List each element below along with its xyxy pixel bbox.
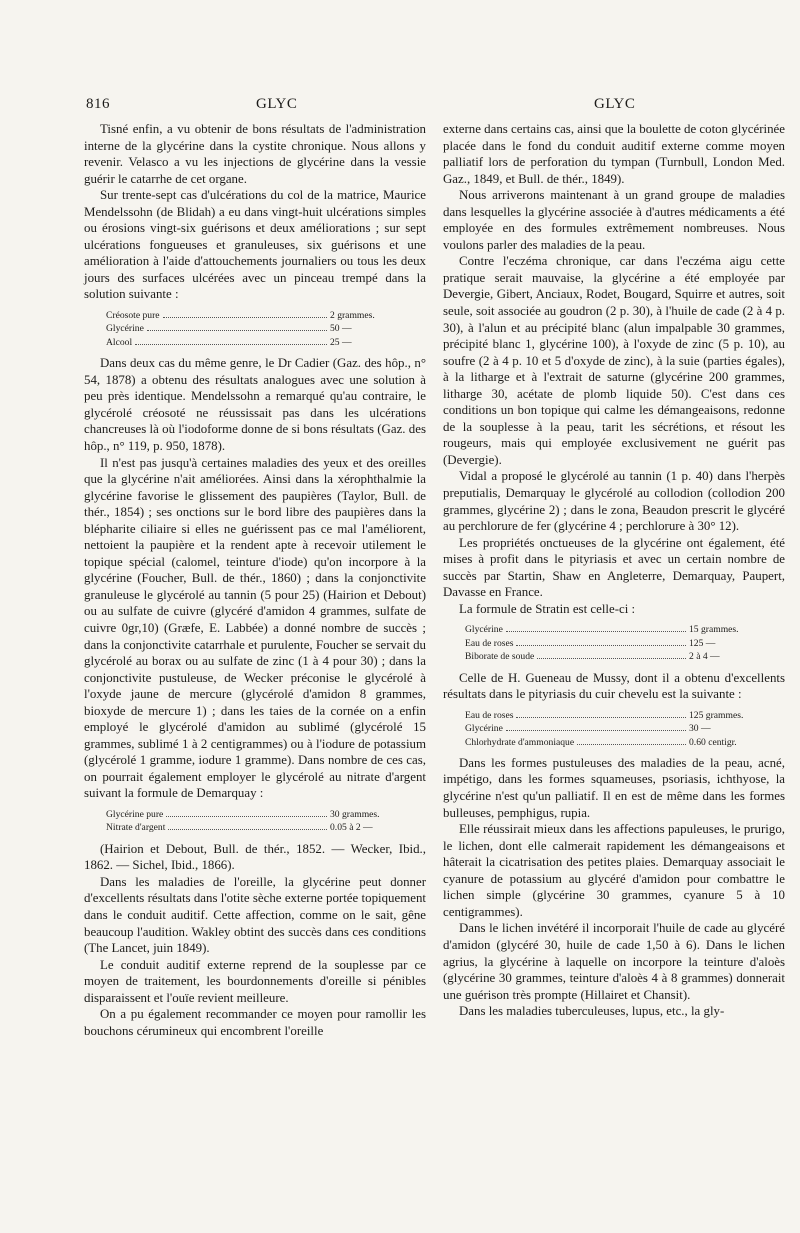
paragraph: On a pu également recommander ce moyen pour ramollir les bouchons cérumineux qui encombrent l'oreille: [84, 1007, 426, 1038]
prescription-gueneau: [465, 709, 785, 749]
page-number: 816: [86, 96, 110, 112]
prescription-creosote: [106, 309, 426, 349]
paragraph: (Hairion et Debout, Bull. de thér., 1852. — Wecker, Ibid., 1862. — Sichel, Ibid., 1866).: [84, 841, 426, 873]
paragraph: Contre l'eczéma chronique, car dans l'eczéma aigu cette pratique serait mauvaise, la glycérine a été employée par Devergie, Gibert, Anciaux, Rodet, Bougard, Squirre et autres, soit seule, soit associée au goudron (2 p. 30), à l'huile de cade (2 à 4 p. 30), à l'alun et au précipité blanc (alun impalpable 30 grammes, précipité blanc 1, glycérine 100), à l'oxyde de zinc (5 p. 10), au soufre (2 à 4 p. 10 et 5 d'oxyde de zinc), à la suie (parties égales), à la litharge et à l'extrait de saturne (glycérine 200 grammes, litharge 30, acétate de plomb liquide 50). C'est dans ces conditions un bon topique qui calme les démangeaisons, redonne de la souplesse à la peau, tarit les sécrétions, et résout les rougeurs, mais qui employée exclusivement ne guérit pas (Devergie).: [443, 254, 785, 467]
paragraph: Sur trente-sept cas d'ulcérations du col de la matrice, Maurice Mendelssohn (de Blidah) a eu dans vingt-huit ulcérations simples ou érosions vingt-six guérisons et deux améliorations ; sur sept ulcérations fongueuses et granuleuses, six guérisons et une amélioration à l'aide d'attouchements journaliers ou tous les deux jours des surfaces ulcérées avec un pinceau trempé dans la solution suivante :: [84, 188, 426, 302]
header-title-left: GLYC: [256, 96, 298, 112]
paragraph: Nous arriverons maintenant à un grand groupe de maladies dans lesquelles la glycérine associée à d'autres médicaments a été employée en des formules extrêmement nombreuses. Nous voulons parler des maladies de la peau.: [443, 188, 785, 252]
paragraph: Dans les maladies tuberculeuses, lupus, etc., la gly-: [459, 1004, 725, 1019]
paragraph: Tisné enfin, a vu obtenir de bons résultats de l'administration interne de la glycérine dans la cystite chronique. Nous allons y revenir. Velasco a vu les injections de glycérine dans la vessie guérir le catarrhe de cet organe.: [84, 122, 426, 186]
paragraph: Il n'est pas jusqu'à certaines maladies des yeux et des oreilles que la glycérine n'ait améliorées. Ainsi dans la xérophthalmie la glycérine favorise le glissement des paupières (Taylor, Bull. de thér., 1854) ; ses onctions sur le bord libre des paupières dans la blépharite ciliaire si elles ne guérissent pas ce mal l'améliorent, nettoient la paupière et la rendent apte à recevoir utilement le topique spécial (calomel, teinture d'iode) qu'on incorpore à la glycérine (Foucher, Bull. de thér., 1860) ; dans la conjonctivite granuleuse le glycérolé au tannin (5 pour 25) (Hairion et Debout) ou au sulfate de cuivre (glycéré d'amidon 4 grammes, sulfate de cuivre 0gr,10) (Græfe, E. Labbée) a donné nombre de succès ; dans la conjonctivite catarrhale et purulente, Foucher se servait du glycérolé au borax ou au sulfate de zinc (1 à 4 pour 30) ; dans la conjonctivite pustuleuse, de Wecker préconise le glycérolé à l'oxyde jaune de mercure (glycérolé d'amidon 8 grammes, bioxyde de mercure 1) ; dans les taies de la cornée on a enfin employé le glycérolé d'amidon au sublimé (glycérolé 15 grammes, sublimé 1 à 2 centigrammes) ou à l'iodure de potassium (glycérolé 1 gramme, iodure 1 gramme). Dans nombre de ces cas, on pourrait également employer le glycérolé au nitrate d'argent suivant la formule de Demarquay :: [84, 455, 426, 801]
right-column: [443, 121, 785, 1020]
prescription-line: Glycérine pure 30 grammes.: [106, 809, 380, 820]
header-title-right: GLYC: [594, 96, 636, 112]
prescription-line: Glycérine 30 —: [465, 723, 711, 735]
prescription-line: Créosote pure 2 grammes.: [106, 310, 375, 322]
paragraph: La formule de Stratin est celle-ci :: [459, 601, 636, 616]
prescription-line: Eau de roses 125 —: [465, 637, 716, 649]
paragraph: Les propriétés onctueuses de la glycérine ont également, été mises à profit dans le pityriasis et avec un certain nombre de succès par Startin, Shaw en Angleterre, Demarquay, Paupert, Davasse en France.: [443, 535, 785, 600]
running-header: [0, 96, 800, 118]
prescription-line: Eau de roses 125 grammes.: [465, 709, 744, 721]
prescription-stratin: [465, 623, 785, 663]
paragraph: Le conduit auditif externe reprend de la souplesse par ce moyen de traitement, les bourdonnements d'oreille si pénibles disparaissent et l'ouïe revient meilleure.: [84, 957, 426, 1005]
prescription-line: Glycérine 15 grammes.: [465, 624, 739, 636]
left-column: [84, 121, 426, 1039]
paragraph: Vidal a proposé le glycérolé au tannin (1 p. 40) dans l'herpès preputialis, Demarquay le glycérolé au collodion (collodion 200 grammes, glycérine 2) ; dans le zona, Beaudon prescrit le glycéré au perchlorure de fer (glycérine 4 ; perchlorure à 30° 12).: [443, 469, 785, 534]
paragraph: Dans les maladies de l'oreille, la glycérine peut donner d'excellents résultats dans l'otite sèche externe portée topiquement dans le conduit auditif. Cette affection, comme on le sait, gêne beaucoup l'audition. Wakley obtint des succès dans ces conditions (The Lancet, juin 1849).: [84, 874, 426, 956]
paragraph: externe dans certains cas, ainsi que la boulette de coton glycérinée placée dans le fond du conduit auditif externe comme moyen palliatif lors de perforation du tympan (Turnbull, London Med. Gaz., 1849, et Bull. de thér., 1849).: [443, 122, 785, 186]
prescription-line: Nitrate d'argent 0.05 à 2 —: [106, 822, 373, 834]
prescription-nitrate: [106, 808, 426, 835]
paragraph: Dans le lichen invétéré il incorporait l'huile de cade au glycéré d'amidon (glycéré 30, huile de cade 1,50 à 6). Dans le lichen agrius, la glycérine à laquelle on incorpore la teinture d'aloès (glycérine 30 grammes, teinture d'aloès 4 à 8 grammes) donnerait une guérison très prompte (Hillairet et Chansit).: [443, 921, 785, 1002]
paragraph: Dans les formes pustuleuses des maladies de la peau, acné, impétigo, dans les formes squameuses, psoriasis, ichthyose, la glycérine n'est qu'un palliatif. Il en est de même dans les formes bulleuses, pemphigus, rupia.: [443, 755, 785, 820]
paragraph: Celle de H. Gueneau de Mussy, dont il a obtenu d'excellents résultats dans le pityriasis du cuir chevelu est la suivante :: [443, 670, 785, 702]
prescription-line: Alcool 25 —: [106, 336, 352, 348]
prescription-line: Biborate de soude 2 à 4 —: [465, 651, 720, 663]
prescription-line: Glycérine 50 —: [106, 323, 352, 335]
prescription-line: Chlorhydrate d'ammoniaque 0.60 centigr.: [465, 736, 737, 748]
paragraph: Dans deux cas du même genre, le Dr Cadier (Gaz. des hôp., n° 54, 1878) a obtenu des résultats analogues avec une solution à peu près identique. Mendelssohn a remarqué qu'au contraire, le glycérolé créosoté ne réussissait pas dans les ulcérations chancreuses là où l'iodoforme donne de si bons résultats (Gaz. des hôp., n° 119, p. 950, 1878).: [84, 356, 426, 453]
paragraph: Elle réussirait mieux dans les affections papuleuses, le prurigo, le lichen, dont elle calmerait rapidement les démangeaisons et hâterait la cicatrisation des petites plaies. Demarquay associait le cyanure de potassium au glycéré d'amidon pour combattre le lichen simple (glycérine 30 grammes, cyanure 5 à 10 centigrammes).: [443, 822, 785, 919]
